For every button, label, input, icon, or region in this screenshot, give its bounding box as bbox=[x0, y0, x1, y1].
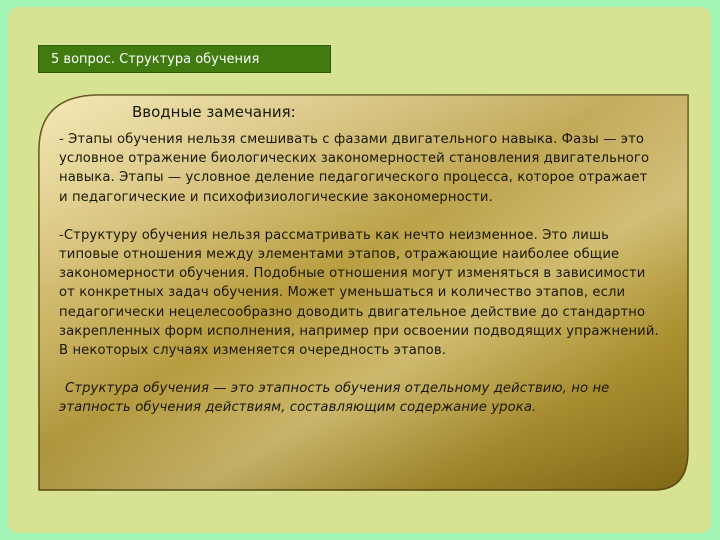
paragraph-definition-text: Структура обучения — это этапность обучения отдельному действию, но не этапность обучения действиям, составляющим содержание урока. bbox=[59, 381, 610, 416]
paragraph-phases: - Этапы обучения нельзя смешивать с фазами двигательного навыка. Фазы — это условное отражение биологических закономерностей становления двигательного навыка. Этапы — условное деление педагогического процесса, которое отражает и педагогические и психофизиологические закономерности. bbox=[59, 132, 650, 205]
paragraph-definition bbox=[59, 379, 659, 417]
paragraph-structure: -Структуру обучения нельзя рассматривать как нечто неизменное. Это лишь типовые отношения между элементами этапов, отражающие наиболее общие закономерности обучения. Подобные отношения могут изменяться в зависимости от конкретных задач обучения. Может уменьшаться и количество этапов, если педагогически нецелесообразно доводить двигательное действие до стандартно закрепленных форм исполнения, например при освоении подводящих упражнений. В некоторых случаях изменяется очередность этапов. bbox=[59, 227, 659, 359]
section-heading: Вводные замечания: bbox=[132, 103, 296, 121]
slide-title-text: 5 вопрос. Структура обучения bbox=[51, 52, 260, 67]
content-text bbox=[59, 98, 659, 418]
